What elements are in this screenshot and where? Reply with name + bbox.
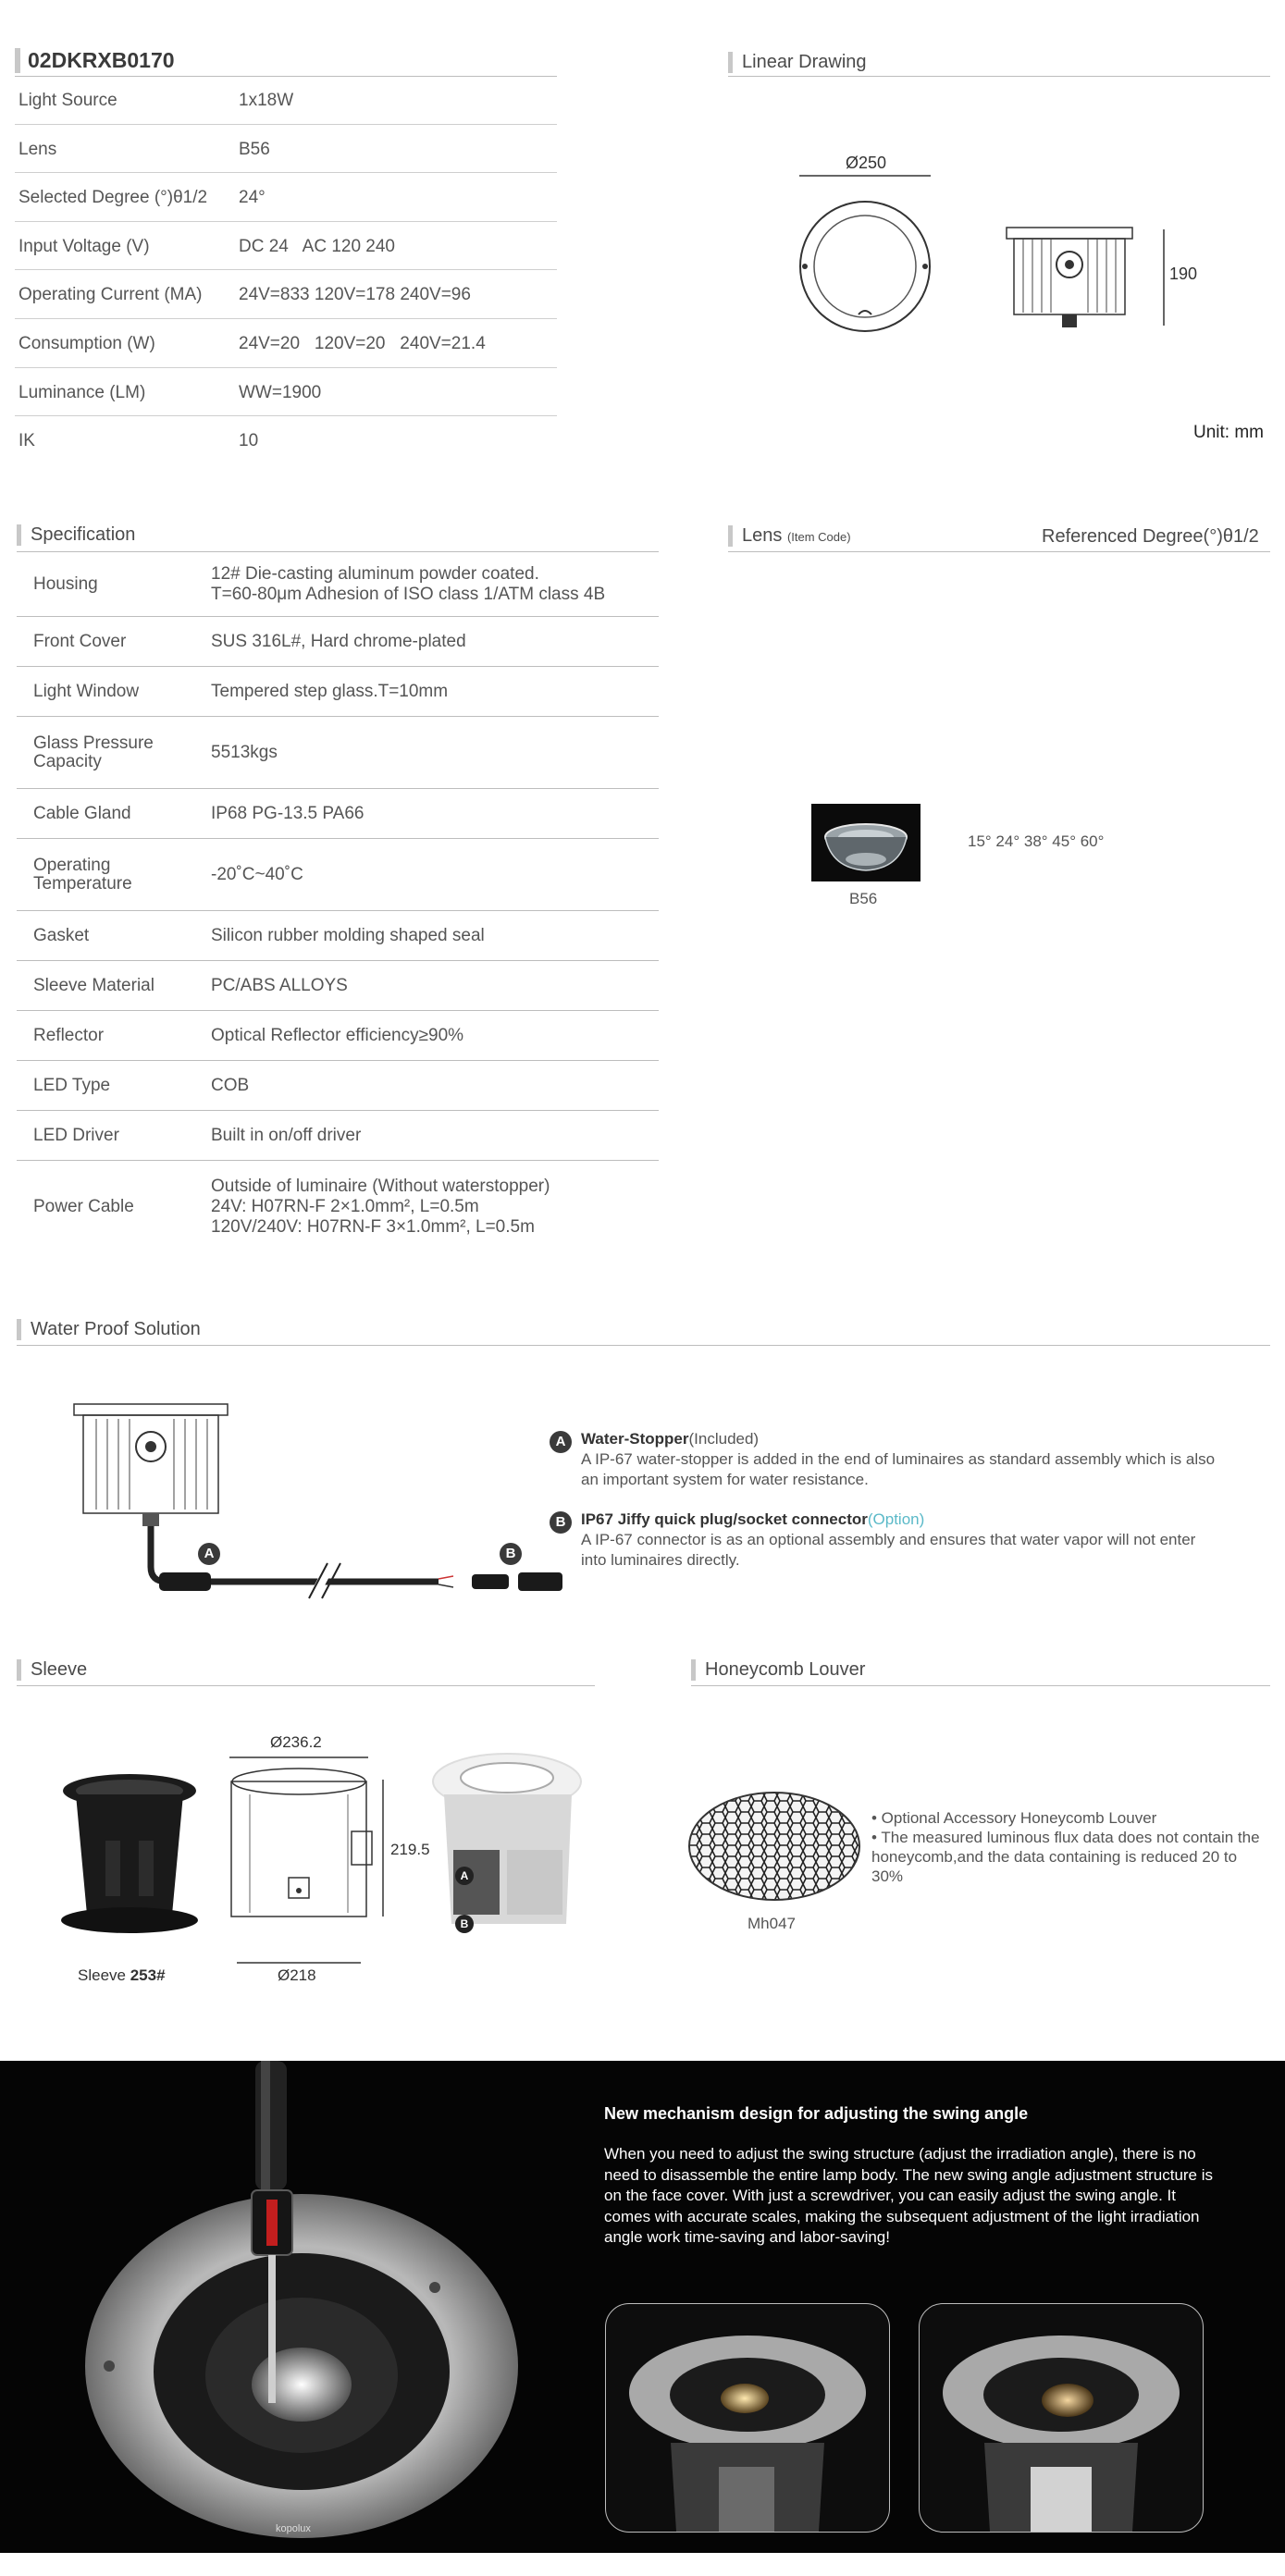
spec-label: Luminance (LM) (19, 382, 146, 402)
screwdriver-lamp-icon (65, 2061, 546, 2553)
specification-label: Cable Gland (33, 803, 131, 823)
water-stopper-title: Water-Stopper (581, 1430, 689, 1448)
specification-value: Outside of luminaire (Without waterstopper) 24V: H07RN-F 2×1.0mm², L=0.5m 120V/240V: H07RN-F 3×1.0mm², L=0.5m (211, 1177, 550, 1237)
honeycomb-item-label: Mh047 (748, 1915, 796, 1932)
lamp-photo-icon (920, 2304, 1203, 2532)
specification-value: -20˚C~40˚C (211, 864, 303, 884)
mechanism-section (0, 2061, 1285, 2553)
divider (17, 1685, 595, 1686)
specification-label: Reflector (33, 1025, 105, 1045)
spec-value: B56 (239, 139, 270, 159)
spec-value: 24° (239, 188, 266, 208)
badge-a: A (550, 1431, 572, 1453)
specification-value: PC/ABS ALLOYS (211, 975, 348, 995)
specification-value: Built in on/off driver (211, 1125, 362, 1145)
specification-label: Power Cable (33, 1197, 134, 1216)
specification-value: 5513kgs (211, 742, 278, 762)
sleeve-height-dimension: 219.5 (390, 1841, 430, 1858)
specification-value: Silicon rubber molding shaped seal (211, 925, 485, 945)
height-label: 190 (1169, 265, 1198, 283)
referenced-degree-title: Referenced Degree(°)θ1/2 (1042, 526, 1259, 547)
divider (17, 551, 659, 552)
specification-row (17, 911, 659, 961)
unit-label: Unit: mm (1193, 423, 1264, 442)
mechanism-text: When you need to adjust the swing structure (adjust the irradiation angle), there is no need to disassemble the entire lamp body. The new swing angle adjustment structure is on the face cover. With just a screwdriver, you can easily adjust the swing angle. It comes with accurate scales, making the subsequent adjustment of the light irradiation angle work time-saving and labor-saving! (604, 2145, 1214, 2246)
specification-row (17, 961, 659, 1011)
specification-table (17, 553, 659, 1253)
screwdriver-photo (65, 2061, 546, 2553)
connector-block (550, 1510, 1221, 1571)
specification-value: Tempered step glass.T=10mm (211, 681, 449, 701)
sleeve-icon (56, 1739, 592, 1989)
water-stopper-text: A IP-67 water-stopper is added in the end of luminaires as standard assembly which is also an important system for water resistance. (581, 1450, 1216, 1488)
honeycomb-image (686, 1790, 862, 1903)
spec-label: Operating Current (MA) (19, 285, 203, 305)
product-photo-card (605, 2303, 890, 2533)
specification-value: COB (211, 1075, 250, 1095)
spec-value: DC 24 AC 120 240 (239, 236, 395, 256)
cable-assembly-icon (70, 1400, 570, 1604)
sleeve-caption: Sleeve 253# (78, 1966, 166, 1984)
spec-row (15, 222, 557, 271)
sleeve-title: Sleeve (17, 1659, 87, 1681)
specification-row (17, 1161, 659, 1253)
spec-label: IK (19, 431, 35, 451)
specification-row (17, 667, 659, 717)
spec-row (15, 76, 557, 125)
spec-value: 24V=20 120V=20 240V=21.4 (239, 333, 486, 353)
lens-item-label: B56 (849, 890, 878, 907)
divider (728, 551, 1270, 552)
diameter-label: Ø250 (846, 154, 887, 172)
specification-label: Glass Pressure Capacity (33, 733, 154, 771)
specification-row (17, 1011, 659, 1061)
specification-value: 12# Die-casting aluminum powder coated. T=60-80μm Adhesion of ISO class 1/ATM class 4B (211, 564, 606, 604)
water-stopper-block: A Water-Stopper(Included) A IP-67 water-stopper is added in the end of luminaires as standard assembly which is also an important system for water resistance. (550, 1429, 1221, 1490)
specification-label: Sleeve Material (33, 975, 154, 995)
linear-drawing (796, 148, 1203, 333)
product-photo-card (919, 2303, 1204, 2533)
specification-label: Gasket (33, 925, 90, 945)
mechanism-title: New mechanism design for adjusting the swing angle (604, 2104, 1029, 2123)
badge-a: A (455, 1867, 474, 1885)
honeycomb-icon (686, 1790, 862, 1903)
specification-label: Housing (33, 574, 98, 594)
specification-row (17, 617, 659, 667)
spec-row (15, 270, 557, 319)
specification-row (17, 1061, 659, 1111)
spec-row (15, 125, 557, 174)
connector-title: IP67 Jiffy quick plug/socket connector (581, 1510, 868, 1528)
product-code: 02DKRXB0170 (15, 48, 175, 73)
water-proof-drawing (70, 1400, 570, 1604)
spec-label: Selected Degree (°)θ1/2 (19, 188, 208, 208)
connector-text: A IP-67 connector is as an optional assembly and ensures that water vapor will not enter into luminaires directly. (581, 1531, 1196, 1569)
spec-label: Consumption (W) (19, 333, 155, 353)
badge-a: A (198, 1543, 220, 1565)
specification-label: Front Cover (33, 631, 127, 651)
specification-row (17, 717, 659, 789)
spec-row (15, 319, 557, 368)
sleeve-bottom-dimension: Ø218 (278, 1966, 316, 1984)
honeycomb-title: Honeycomb Louver (691, 1659, 865, 1681)
badge-b: B (455, 1915, 474, 1933)
specification-value: SUS 316L#, Hard chrome-plated (211, 631, 466, 651)
option-label: (Option) (867, 1510, 925, 1528)
specification-row (17, 553, 659, 617)
specification-row (17, 789, 659, 839)
sleeve-drawing (56, 1733, 592, 1989)
spec-label: Lens (19, 139, 57, 159)
spec-value: 24V=833 120V=178 240V=96 (239, 285, 471, 305)
spec-row (15, 173, 557, 222)
spec-label: Input Voltage (V) (19, 236, 150, 256)
specification-row (17, 1111, 659, 1161)
lens-degrees: 15° 24° 38° 45° 60° (968, 832, 1105, 850)
lamp-photo-icon (606, 2304, 889, 2532)
spec-table (15, 76, 557, 464)
linear-drawing-title: Linear Drawing (728, 52, 867, 73)
spec-row (15, 416, 557, 464)
sleeve-top-dimension: Ø236.2 (270, 1733, 322, 1751)
specification-row (17, 839, 659, 911)
brand-mark: kopolux (276, 2523, 311, 2534)
lens-image (811, 804, 921, 881)
specification-label: Light Window (33, 681, 140, 701)
specification-value: IP68 PG-13.5 PA66 (211, 803, 364, 823)
specification-value: Optical Reflector efficiency≥90% (211, 1025, 464, 1045)
divider (691, 1685, 1270, 1686)
lens-title: Lens (Item Code) (728, 525, 851, 547)
spec-label: Light Source (19, 91, 117, 110)
spec-value: 10 (239, 431, 259, 451)
specification-label: Operating Temperature (33, 855, 132, 894)
lamp-drawing-icon (796, 148, 1203, 333)
divider (17, 1345, 1270, 1346)
divider (728, 76, 1270, 77)
spec-value: WW=1900 (239, 382, 322, 402)
honeycomb-notes: • Optional Accessory Honeycomb Louver • The measured luminous flux data does not contain the honeycomb,and the data containing is reduced 20 to 30% (871, 1809, 1260, 1885)
specification-title: Specification (17, 524, 135, 546)
specification-label: LED Driver (33, 1125, 119, 1145)
badge-b: B (550, 1511, 572, 1534)
water-proof-title: Water Proof Solution (17, 1319, 201, 1340)
specification-label: LED Type (33, 1075, 111, 1095)
badge-b: B (500, 1543, 522, 1565)
spec-value: 1x18W (239, 91, 294, 110)
spec-row (15, 368, 557, 417)
lens-icon (811, 804, 921, 881)
